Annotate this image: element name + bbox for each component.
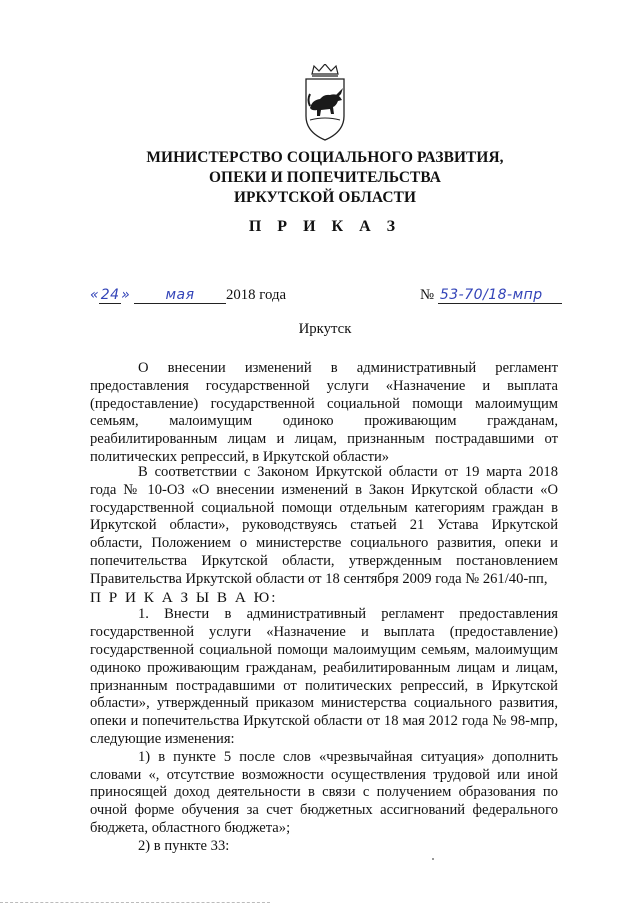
order-title-text: О внесении изменений в административный регламент предоставления государственной услуги «Назначение и выплата (предоставление) государственной социальной помощи малоимущим семьям, малоимущим одиноко проживающим гражданам, реабилитированным лицам и лицам, признанным пострадавшими от политических репрессий, в Иркутской области»: [90, 360, 558, 465]
header-line-3: ИРКУТСКОЙ ОБЛАСТИ: [233, 189, 417, 206]
date-close-quote: »: [121, 287, 131, 303]
scan-edge-line: [0, 901, 270, 903]
order-word: П Р И К А З Ы В А Ю:: [90, 588, 278, 606]
coat-of-arms-icon: [300, 64, 350, 142]
number-prefix: №: [420, 287, 435, 303]
city-name: Иркутск: [298, 321, 352, 337]
date-month: мая: [134, 288, 226, 304]
number-value: 53-70/18-мпр: [438, 288, 562, 304]
order-body: [90, 464, 558, 856]
coat-of-arms-svg: [300, 64, 350, 142]
preamble-paragraph: В соответствии с Законом Иркутской области от 19 марта 2018 года № 10-ОЗ «О внесении изменений в Закон Иркутской области «О государственной социальной помощи отдельным категориям граждан в Иркутской области», руководствуясь статьей 21 Устава Иркутской области, Положением о министерстве социального развития, опеки и попечительства Иркутской области, утвержденным постановлением Правительства Иркутской области от 18 сентября 2009 года № 261/40-пп,: [90, 464, 558, 587]
item-1-1-paragraph: 1) в пункте 5 после слов «чрезвычайная ситуация» дополнить словами «, отсутствие возможности осуществления трудовой или иной приносящей доход деятельности в связи с получением образования по очной форме обучения за счет бюджетных ассигнований федерального бюджета, областного бюджета»;: [90, 748, 558, 836]
document-type-title: П Р И К А З: [248, 218, 402, 235]
order-date: [90, 287, 390, 305]
item-1-2-paragraph: 2) в пункте 33:: [138, 837, 230, 854]
header-line-2: ОПЕКИ И ПОПЕЧИТЕЛЬСТВА: [208, 169, 442, 186]
date-year: 2018 года: [225, 287, 287, 303]
date-open-quote: «: [90, 287, 100, 303]
scan-speck: [432, 858, 434, 860]
order-title: [90, 360, 558, 467]
header-line-1: МИНИСТЕРСТВО СОЦИАЛЬНОГО РАЗВИТИЯ,: [146, 149, 504, 166]
order-number: [420, 287, 580, 305]
date-day: 24: [100, 287, 120, 303]
item-1-paragraph: 1. Внести в административный регламент предоставления государственной услуги «Назначение и выплата (предоставление) государственной социальной помощи малоимущим семьям, малоимущим одиноко проживающим гражданам, реабилитированным лицам и лицам, признанным пострадавшими от политических репрессий, в Иркутской области», утвержденный приказом министерства социального развития, опеки и попечительства Иркутской области от 18 мая 2012 года № 98-мпр, следующие изменения:: [90, 606, 558, 747]
ministry-header: [90, 148, 560, 208]
